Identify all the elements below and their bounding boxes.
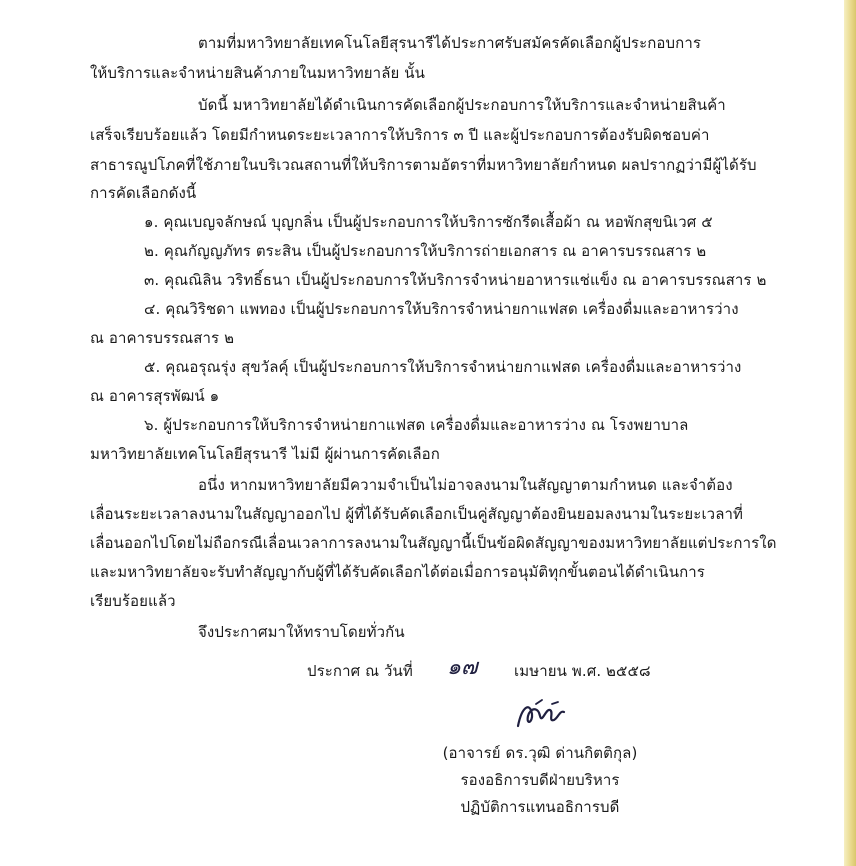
contract-line-1: อนึ่ง หากมหาวิทยาลัยมีความจำเป็นไม่อาจลงนามในสัญญาตามกำหนด และจำต้อง <box>198 476 733 494</box>
list-item-6: ๖. ผู้ประกอบการให้บริการจำหน่ายกาแฟสด เครื่องดื่มและอาหารว่าง ณ โรงพยาบาล <box>144 416 689 434</box>
closing-line: จึงประกาศมาให้ทราบโดยทั่วกัน <box>198 623 405 641</box>
handwritten-signature <box>512 696 568 736</box>
announcement-day-handwritten: ๑๗ <box>447 655 478 680</box>
selection-line-3: สาธารณูปโภคที่ใช้ภายในบริเวณสถานที่ให้บริการตามอัตราที่มหาวิทยาลัยกำหนด ผลปรากฏว่ามีผู้ได้รับ <box>90 156 757 174</box>
contract-line-4: และมหาวิทยาลัยจะรับทำสัญญากับผู้ที่ได้รับคัดเลือกได้ต่อเมื่อการอนุมัติทุกขั้นตอนได้ดำเนินการ <box>90 563 705 581</box>
announcement-month-year: เมษายน พ.ศ. ๒๕๕๘ <box>514 662 651 680</box>
contract-line-2: เลื่อนระยะเวลาลงนามในสัญญาออกไป ผู้ที่ได้รับคัดเลือกเป็นคู่สัญญาต้องยินยอมลงนามในระยะเวลาที่ <box>90 505 744 523</box>
list-item-5: ๕. คุณอรุณรุ่ง สุขวัลคุ์ เป็นผู้ประกอบการให้บริการจำหน่ายกาแฟสด เครื่องดื่มและอาหารว่าง <box>144 358 742 376</box>
selection-line-1: บัดนี้ มหาวิทยาลัยได้ดำเนินการคัดเลือกผู้ประกอบการให้บริการและจำหน่ายสินค้า <box>198 96 726 114</box>
contract-line-5: เรียบร้อยแล้ว <box>90 592 176 610</box>
list-item-4: ๔. คุณวิริชดา แพทอง เป็นผู้ประกอบการให้บริการจำหน่ายกาแฟสด เครื่องดื่มและอาหารว่าง <box>144 300 739 318</box>
intro-line-1: ตามที่มหาวิทยาลัยเทคโนโลยีสุรนารีได้ประกาศรับสมัครคัดเลือกผู้ประกอบการ <box>198 34 702 52</box>
contract-line-3: เลื่อนออกไปโดยไม่ถือกรณีเลื่อนเวลาการลงนามในสัญญานี้เป็นข้อผิดสัญญาของมหาวิทยาลัยแต่ประการใด <box>90 534 777 552</box>
signatory-position: รองอธิการบดีฝ่ายบริหาร <box>460 771 620 789</box>
list-item-5-cont: ณ อาคารสุรพัฒน์ ๑ <box>90 387 220 405</box>
announcement-date-prefix: ประกาศ ณ วันที่ <box>307 662 413 680</box>
signatory-acting: ปฏิบัติการแทนอธิการบดี <box>460 798 620 816</box>
list-item-4-cont: ณ อาคารบรรณสาร ๒ <box>90 329 235 347</box>
list-item-6-cont: มหาวิทยาลัยเทคโนโลยีสุรนารี ไม่มี ผู้ผ่านการคัดเลือก <box>90 445 440 463</box>
list-item-1: ๑. คุณเบญจลักษณ์ บุญกลิ่น เป็นผู้ประกอบการให้บริการซักรีดเสื้อผ้า ณ หอพักสุขนิเวศ ๕ <box>144 213 713 231</box>
signatory-block <box>430 740 650 821</box>
selection-line-2: เสร็จเรียบร้อยแล้ว โดยมีกำหนดระยะเวลาการให้บริการ ๓ ปี และผู้ประกอบการต้องรับผิดชอบค่า <box>90 126 710 144</box>
signatory-name: (อาจารย์ ดร.วุฒิ ด่านกิตติกุล) <box>442 744 638 762</box>
selection-line-4: การคัดเลือกดังนี้ <box>90 184 197 202</box>
list-item-3: ๓. คุณณิลิน วริทธิ์ธนา เป็นผู้ประกอบการให้บริการจำหน่ายอาหารแช่แข็ง ณ อาคารบรรณสาร ๒ <box>144 271 767 289</box>
list-item-2: ๒. คุณกัญญภัทร ตระสิน เป็นผู้ประกอบการให้บริการถ่ายเอกสาร ณ อาคารบรรณสาร ๒ <box>144 242 707 260</box>
intro-line-2: ให้บริการและจำหน่ายสินค้าภายในมหาวิทยาลัย นั้น <box>90 64 425 82</box>
